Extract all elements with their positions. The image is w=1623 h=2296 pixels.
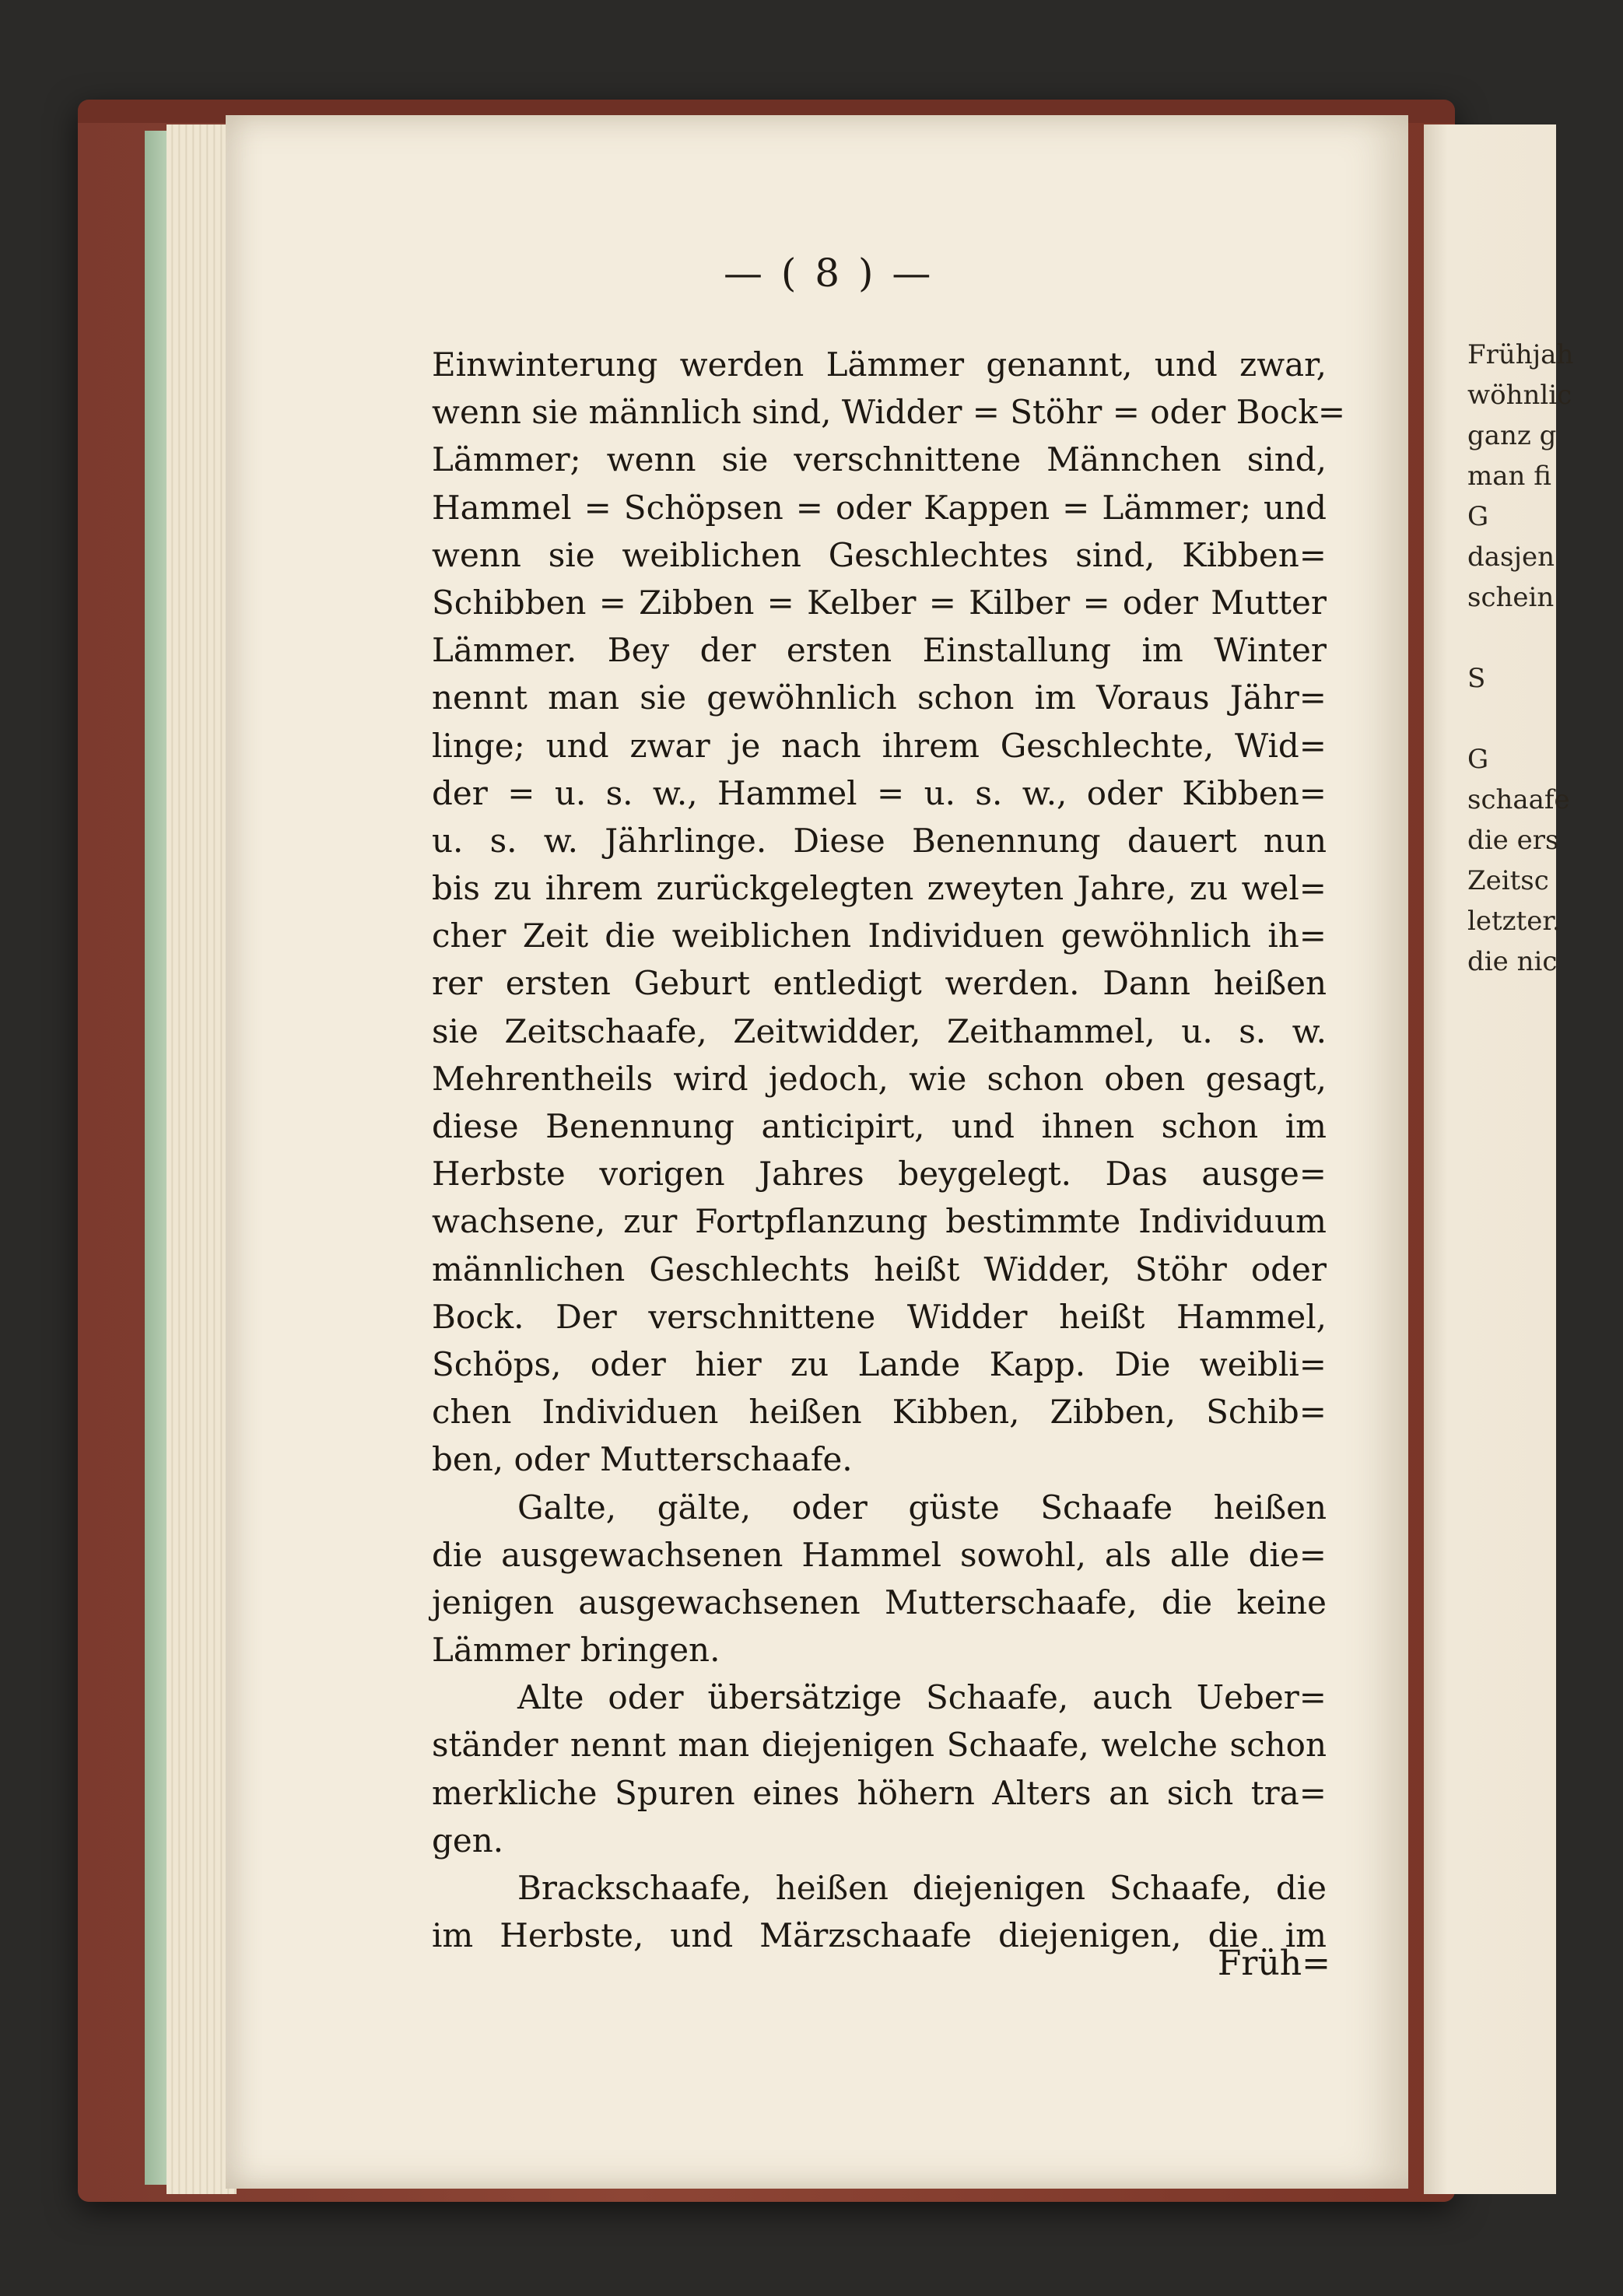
facing-page-fragment: dasjen: [1467, 542, 1555, 573]
page-number: — ( 8 ) —: [724, 251, 934, 296]
text-line: ben, oder Mutterschaafe.: [432, 1440, 853, 1479]
endpaper-strip: [145, 131, 168, 2185]
text-line: im Herbste, und Märzschaafe diejenigen, die im: [432, 1916, 1327, 1955]
text-line: wenn sie weiblichen Geschlechtes sind, Kibben=: [432, 535, 1327, 574]
text-line: Einwinterung werden Lämmer genannt, und zwar,: [432, 345, 1327, 384]
facing-page-fragment: Frühjah: [1467, 339, 1574, 370]
facing-page-fragment: G: [1467, 744, 1489, 775]
text-line: linge; und zwar je nach ihrem Geschlechte, Wid=: [432, 726, 1327, 765]
text-line: Mehrentheils wird jedoch, wie schon oben gesagt,: [432, 1059, 1327, 1098]
text-line: nennt man sie gewöhnlich schon im Voraus Jähr=: [432, 678, 1327, 717]
text-line: Galte, gälte, oder güste Schaafe heißen: [517, 1488, 1327, 1527]
text-line: Schibben = Zibben = Kelber = Kilber = oder Mutter: [432, 583, 1327, 622]
facing-page: [1424, 124, 1574, 2194]
text-line: Lämmer; wenn sie verschnittene Männchen sind,: [432, 440, 1327, 479]
facing-page-fragment: Zeitsc: [1467, 865, 1549, 896]
facing-page-fragment: die ers: [1467, 825, 1559, 856]
facing-page-fragment: schein: [1467, 582, 1555, 613]
text-line: chen Individuen heißen Kibben, Zibben, Schib=: [432, 1393, 1327, 1432]
facing-page-fragment: [1467, 699, 1623, 739]
text-line: u. s. w. Jährlinge. Diese Benennung dauert nun: [432, 821, 1327, 860]
facing-page-fragment: ganz g: [1467, 420, 1557, 451]
text-line: Brackschaafe, heißen diejenigen Schaafe, die: [517, 1869, 1327, 1907]
text-line: ständer nennt man diejenigen Schaafe, welche schon: [432, 1726, 1327, 1765]
page-text: [432, 341, 1346, 1959]
text-line: Herbste vorigen Jahres beygelegt. Das ausge=: [432, 1155, 1327, 1194]
text-line: wenn sie männlich sind, Widder = Stöhr = oder Bock=: [432, 393, 1346, 432]
text-line: cher Zeit die weiblichen Individuen gewöhnlich ih=: [432, 917, 1327, 955]
facing-page-fragment: G: [1467, 501, 1489, 532]
text-line: Schöps, oder hier zu Lande Kapp. Die weibli=: [432, 1344, 1327, 1383]
text-line: sie Zeitschaafe, Zeitwidder, Zeithammel, u. s. w.: [432, 1011, 1327, 1050]
text-line: männlichen Geschlechts heißt Widder, Stöhr oder: [432, 1250, 1327, 1288]
text-line: Lämmer bringen.: [432, 1631, 720, 1670]
facing-page-fragment: S: [1467, 663, 1486, 694]
facing-page-fragment: schaafe: [1467, 784, 1570, 815]
text-line: der = u. s. w., Hammel = u. s. w., oder Kibben=: [432, 773, 1327, 812]
text-line: die ausgewachsenen Hammel sowohl, als alle die=: [432, 1535, 1327, 1574]
facing-page-fragment: letzter.: [1467, 906, 1561, 937]
text-line: Hammel = Schöpsen = oder Kappen = Lämmer; und: [432, 488, 1327, 527]
text-line: jenigen ausgewachsenen Mutterschaafe, die keine: [432, 1583, 1327, 1621]
text-line: Alte oder übersätzige Schaafe, auch Ueber=: [517, 1678, 1327, 1717]
facing-page-fragment: man fi: [1467, 461, 1551, 492]
text-line: rer ersten Geburt entledigt werden. Dann heißen: [432, 964, 1327, 1003]
catchword: Früh=: [1217, 1944, 1330, 1983]
facing-page-fragment: [1467, 618, 1623, 658]
facing-page-fragment: die nic: [1467, 946, 1558, 977]
text-line: diese Benennung anticipirt, und ihnen schon im: [432, 1107, 1327, 1145]
text-line: Bock. Der verschnittene Widder heißt Hammel,: [432, 1297, 1327, 1336]
text-line: gen.: [432, 1821, 504, 1860]
text-line: merkliche Spuren eines höhern Alters an sich tra=: [432, 1773, 1327, 1812]
facing-page-fragment: wöhnlic: [1467, 380, 1572, 411]
text-line: bis zu ihrem zurückgelegten zweyten Jahre, zu wel=: [432, 869, 1327, 908]
text-line: wachsene, zur Fortpflanzung bestimmte Individuum: [432, 1202, 1327, 1241]
facing-page-text: [1467, 335, 1623, 982]
text-line: Lämmer. Bey der ersten Einstallung im Winter: [432, 631, 1327, 670]
